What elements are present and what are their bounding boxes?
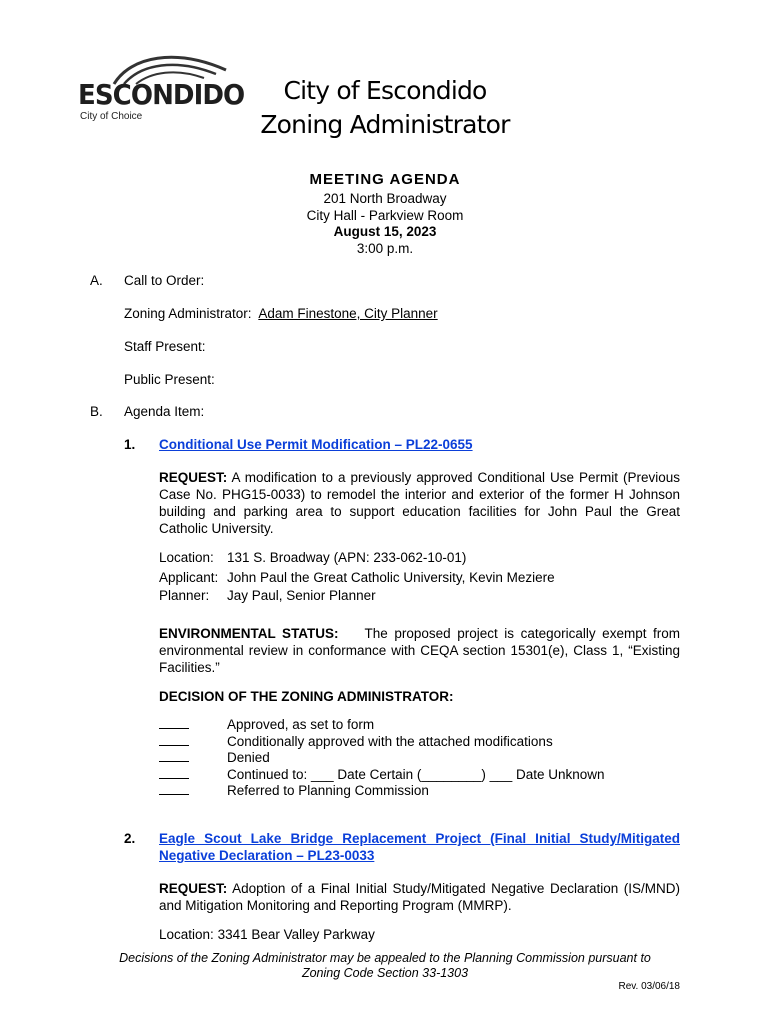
decision-option-1 bbox=[159, 716, 375, 733]
section-a-title: Call to Order: bbox=[124, 273, 205, 288]
item-1-title-link[interactable]: Conditional Use Permit Modification – PL22-0655 bbox=[159, 437, 473, 452]
decision-option-label: Conditionally approved with the attached modifications bbox=[227, 734, 553, 749]
meeting-room: City Hall - Parkview Room bbox=[306, 208, 464, 223]
zoning-admin-label: Zoning Administrator: bbox=[124, 306, 252, 321]
decision-option-label: Referred to Planning Commission bbox=[227, 783, 429, 798]
meeting-date: August 15, 2023 bbox=[333, 224, 437, 239]
decision-blank[interactable] bbox=[159, 734, 189, 746]
decision-blank[interactable] bbox=[159, 717, 189, 729]
item-1-location-row bbox=[159, 549, 466, 566]
meeting-heading: MEETING AGENDA bbox=[309, 171, 461, 188]
page-title bbox=[230, 74, 540, 142]
decision-option-label: Denied bbox=[227, 750, 270, 765]
item-2-location-row bbox=[159, 926, 375, 943]
item-2-title-link[interactable]: Eagle Scout Lake Bridge Replacement Project (Final Initial Study/Mitigated Negative Declaration – PL23-0033 bbox=[159, 831, 680, 863]
section-b-title: Agenda Item: bbox=[124, 404, 205, 419]
item-1-planner: Jay Paul, Senior Planner bbox=[227, 588, 376, 603]
title-line-2: Zoning Administrator bbox=[260, 110, 510, 139]
item-1-request-label: REQUEST: bbox=[159, 470, 228, 485]
decision-option-2 bbox=[159, 733, 553, 750]
decision-blank[interactable] bbox=[159, 767, 189, 779]
item-1-request-text: A modification to a previously approved Conditional Use Permit (Previous Case No. PHG15-0033) to remodel the interior and exterior of the former H Johnson building and parking area to support education facilities for John Paul the Great Catholic University. bbox=[159, 470, 680, 536]
item-1-number: 1. bbox=[124, 437, 136, 452]
meeting-time: 3:00 p.m. bbox=[356, 241, 414, 256]
item-1-env-text: The proposed project is categorically exempt from environmental review in conformance with CEQA section 15301(e), Class 1, “Existing Facilities.” bbox=[159, 626, 681, 675]
decision-option-label: Continued to: ___ Date Certain (________) ___ Date Unknown bbox=[227, 767, 605, 782]
public-present: Public Present: bbox=[124, 372, 215, 387]
footer-line-1: Decisions of the Zoning Administrator may be appealed to the Planning Commission pursuant to bbox=[119, 951, 651, 965]
decision-option-5 bbox=[159, 782, 429, 799]
footer-note bbox=[100, 951, 670, 981]
item-1-planner-row bbox=[159, 587, 376, 604]
decision-option-4 bbox=[159, 766, 605, 783]
city-logo bbox=[76, 48, 245, 130]
item-1-location: 131 S. Broadway (APN: 233-062-10-01) bbox=[227, 550, 467, 565]
logo-wordmark: ESCONDIDO bbox=[78, 78, 245, 111]
decision-blank[interactable] bbox=[159, 783, 189, 795]
item-1-env-label: ENVIRONMENTAL STATUS: bbox=[159, 626, 339, 641]
section-b-letter: B. bbox=[90, 404, 103, 419]
item-2-request-label: REQUEST: bbox=[159, 881, 228, 896]
item-2-location-label: Location: bbox=[159, 927, 214, 942]
item-2-request bbox=[159, 880, 680, 914]
item-1-applicant-label: Applicant: bbox=[159, 570, 219, 585]
item-1-request bbox=[159, 469, 680, 537]
logo-tagline: City of Choice bbox=[80, 111, 143, 122]
decision-blank[interactable] bbox=[159, 750, 189, 762]
item-1-planner-label: Planner: bbox=[159, 588, 210, 603]
revision-date: Rev. 03/06/18 bbox=[618, 981, 680, 992]
item-1-location-label: Location: bbox=[159, 550, 214, 565]
item-1-applicant: John Paul the Great Catholic University, Kevin Meziere bbox=[227, 570, 555, 585]
zoning-admin-row bbox=[124, 305, 438, 322]
item-1-applicant-row bbox=[159, 569, 555, 586]
zoning-admin-name: Adam Finestone, City Planner bbox=[258, 306, 438, 321]
decision-option-label: Approved, as set to form bbox=[227, 717, 375, 732]
title-line-1: City of Escondido bbox=[283, 76, 487, 105]
item-2-number: 2. bbox=[124, 831, 136, 846]
section-a-letter: A. bbox=[90, 273, 103, 288]
meeting-address: 201 North Broadway bbox=[323, 191, 447, 206]
item-1-environmental bbox=[159, 625, 680, 676]
decision-option-3 bbox=[159, 749, 270, 766]
footer-line-2: Zoning Code Section 33-1303 bbox=[301, 966, 469, 980]
staff-present: Staff Present: bbox=[124, 339, 206, 354]
item-2-request-text: Adoption of a Final Initial Study/Mitigated Negative Declaration (IS/MND) and Mitigation Monitoring and Reporting Program (MMRP). bbox=[159, 881, 680, 913]
item-2-location: 3341 Bear Valley Parkway bbox=[217, 927, 375, 942]
item-1-decision-label: DECISION OF THE ZONING ADMINISTRATOR: bbox=[159, 689, 454, 704]
